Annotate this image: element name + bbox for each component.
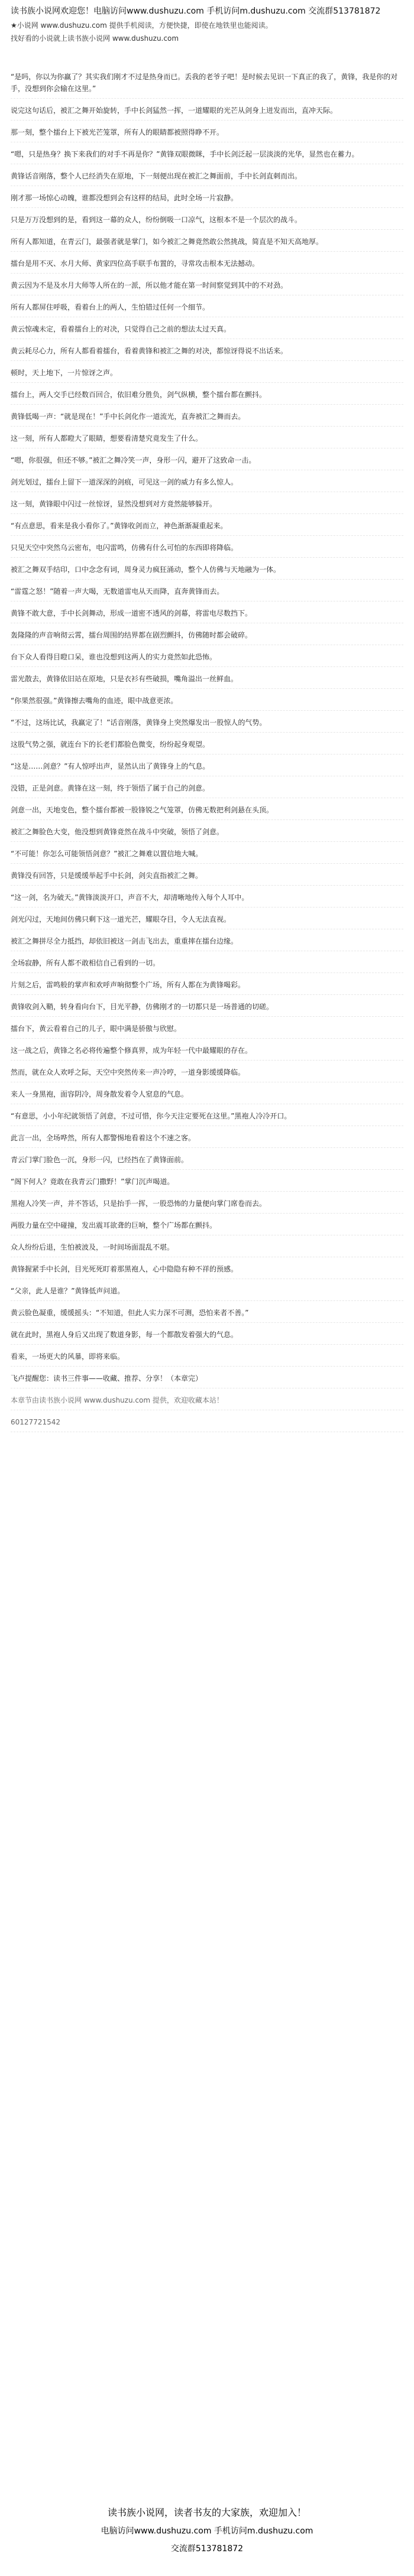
paragraph: 黄云因为不是及水月大师等人所在的一派，所以他才能在第一时间察觉到其中的不对劲。 (11, 279, 403, 295)
paragraph: 两股力量在空中碰撞，发出震耳欲聋的巨响，整个广场都在颤抖。 (11, 1219, 403, 1235)
paragraph: 说完这句话后，被汇之舞开始旋转，手中长剑猛然一挥，一道耀眼的光芒从剑身上迸发而出，直冲天际。 (11, 105, 403, 121)
paragraph: 擂台上，两人交手已经数百回合，依旧难分胜负，剑气纵横，整个擂台都在颤抖。 (11, 389, 403, 405)
paragraph: “不过，这场比试，我赢定了！”话音刚落，黄锋身上突然爆发出一股惊人的气势。 (11, 717, 403, 733)
paragraph: 只见天空中突然乌云密布，电闪雷鸣，仿佛有什么可怕的东西即将降临。 (11, 542, 403, 558)
paragraph: 剑光划过，擂台上留下一道深深的剑痕，可见这一剑的威力有多么惊人。 (11, 476, 403, 492)
paragraph: 被汇之舞双手结印，口中念念有词，周身灵力疯狂涌动，整个人仿佛与天地融为一体。 (11, 564, 403, 580)
paragraph: 众人纷纷后退，生怕被波及，一时间场面混乱不堪。 (11, 1241, 403, 1257)
paragraph: “阁下何人？竟敢在我青云门撒野！”掌门沉声喝道。 (11, 1176, 403, 1192)
paragraph: “这是……剑意？”有人惊呼出声，显然认出了黄锋身上的气息。 (11, 760, 403, 776)
paragraph: 黄锋没有回答，只是缓缓举起手中长剑，剑尖直指被汇之舞。 (11, 870, 403, 886)
footer-welcome: 读书族小说网，读者书友的大家族，欢迎加入！ (107, 2507, 306, 2518)
paragraph: 轰隆隆的声音响彻云霄，擂台周围的结界都在剧烈颤抖，仿佛随时都会破碎。 (11, 629, 403, 645)
paragraph: 就在此时，黑袍人身后又出现了数道身影，每一个都散发着强大的气息。 (11, 1329, 403, 1345)
paragraph: “有意思，小小年纪就领悟了剑意，不过可惜，你今天注定要死在这里。”黑袍人冷冷开口。 (11, 1110, 403, 1126)
paragraph: “有点意思，看来是我小看你了。”黄锋收剑而立，神色渐渐凝重起来。 (11, 520, 403, 536)
paragraph: “嗯，只是热身？换下来我们的对手不再是你？”黄锋双眼微眯，手中长剑泛起一层淡淡的光华，显然也在蓄力。 (11, 148, 403, 164)
paragraph: 顿时，天上地下，一片惊讶之声。 (11, 367, 403, 383)
paragraph: “是吗，你以为你赢了？其实我们刚才不过是热身而已。丢我的老爷子吧！是时候去见识一下真正的我了，黄锋，我是你的对手，没想到你会输在这里。” (11, 71, 403, 99)
page-footer (0, 2499, 414, 2576)
paragraph: 黄锋低喝一声：“就是现在！”手中长剑化作一道流光，直奔被汇之舞而去。 (11, 411, 403, 427)
paragraph: 擂台下，黄云看着自己的儿子，眼中满是骄傲与欣慰。 (11, 1023, 403, 1039)
paragraph: 这一刻，黄锋眼中闪过一丝惊讶，显然没想到对方竟然能够躲开。 (11, 498, 403, 514)
paragraph: 黄锋话音刚落，整个人已经消失在原地，下一刻便出现在被汇之舞面前，手中长剑直刺而出。 (11, 170, 403, 186)
paragraph: 刚才那一场惊心动魄，谁都没想到会有这样的结局，此时全场一片寂静。 (11, 192, 403, 208)
paragraph: 这一战之后，黄锋之名必将传遍整个修真界，成为年轻一代中最耀眼的存在。 (11, 1045, 403, 1061)
site-welcome-line: 读书族小说网欢迎您！电脑访问www.dushuzu.com 手机访问m.dushuzu.com 交流群513781872 (11, 6, 381, 16)
paragraph: 雷光散去，黄锋依旧站在原地，只是衣衫有些破损，嘴角溢出一丝鲜血。 (11, 673, 403, 689)
paragraph: “不可能！你怎么可能领悟剑意？”被汇之舞难以置信地大喊。 (11, 848, 403, 864)
site-notice-line: ★小说网 www.dushuzu.com 提供手机阅读，方便快捷，即使在地铁里也能阅读。 (11, 21, 273, 30)
paragraph: 没错，正是剑意。黄锋在这一刻，终于领悟了属于自己的剑意。 (11, 782, 403, 798)
paragraph: “你果然很强。”黄锋擦去嘴角的血迹，眼中战意更浓。 (11, 695, 403, 711)
paragraph: 所有人都屏住呼吸，看着台上的两人，生怕错过任何一个细节。 (11, 301, 403, 317)
paragraph: 片刻之后，雷鸣般的掌声和欢呼声响彻整个广场，所有人都在为黄锋喝彩。 (11, 979, 403, 995)
paragraph: 黄锋不敢大意，手中长剑舞动，形成一道密不透风的剑幕，将雷电尽数挡下。 (11, 607, 403, 623)
paragraph: 这股气势之强，就连台下的长老们都脸色微变，纷纷起身观望。 (11, 739, 403, 754)
paragraph: 全场寂静，所有人都不敢相信自己看到的一切。 (11, 957, 403, 973)
footer-urls: 电脑访问www.dushuzu.com 手机访问m.dushuzu.com (101, 2526, 313, 2536)
paragraph: “父亲，此人是谁？”黄锋低声问道。 (11, 1285, 403, 1301)
chapter-end-code: 60127721542 (11, 1416, 403, 1432)
paragraph: “嗯，你很强，但还不够。”被汇之舞冷笑一声，身形一闪，避开了这致命一击。 (11, 454, 403, 470)
paragraph: 只是万万没想到的是，看到这一幕的众人，纷纷倒吸一口凉气，这根本不是一个层次的战斗。 (11, 214, 403, 230)
paragraph: 剑光闪过，天地间仿佛只剩下这一道光芒，耀眼夺目，令人无法直视。 (11, 913, 403, 929)
paragraph: 台下众人看得目瞪口呆，谁也没想到这两人的实力竟然如此恐怖。 (11, 651, 403, 667)
paragraph: 飞卢提醒您：读书三件事——收藏、推荐、分享！（本章完） (11, 1372, 403, 1388)
paragraph: 这一刻，所有人都瞪大了眼睛，想要看清楚究竟发生了什么。 (11, 432, 403, 448)
paragraph: 黄锋收剑入鞘，转身看向台下，目光平静，仿佛刚才的一切都只是一场普通的切磋。 (11, 1001, 403, 1017)
paragraph: “这一剑，名为破天。”黄锋淡淡开口，声音不大，却清晰地传入每个人耳中。 (11, 892, 403, 908)
paragraph: 然而，就在众人欢呼之际，天空中突然传来一声冷哼，一道身影缓缓降临。 (11, 1066, 403, 1082)
paragraph: 被汇之舞脸色大变，他没想到黄锋竟然在战斗中突破，领悟了剑意。 (11, 826, 403, 842)
paragraph: 黄锋握紧手中长剑，目光死死盯着那黑袍人，心中隐隐有种不祥的预感。 (11, 1263, 403, 1279)
paragraph: 被汇之舞拼尽全力抵挡，却依旧被这一剑击飞出去，重重摔在擂台边缘。 (11, 935, 403, 951)
chapter-content (11, 71, 403, 1438)
paragraph: 来人一身黑袍，面容阴冷，周身散发着令人窒息的气息。 (11, 1088, 403, 1104)
paragraph: 看来，一场更大的风暴，即将来临。 (11, 1351, 403, 1367)
paragraph: 那一刻，整个擂台上下被光芒笼罩，所有人的眼睛都被照得睁不开。 (11, 126, 403, 142)
site-sub-line: 找好看的小说就上读书族小说网 www.dushuzu.com (11, 34, 179, 43)
paragraph: 所有人都知道，在青云门，最强者就是掌门，如今被汇之舞竟然敢公然挑战，简直是不知天高地厚。 (11, 236, 403, 252)
paragraph: 黄云脸色凝重，缓缓摇头：“不知道，但此人实力深不可测，恐怕来者不善。” (11, 1307, 403, 1323)
paragraph: 擂台是用不灭、水月大师、黄家四位高手联手布置的，寻常攻击根本无法撼动。 (11, 258, 403, 274)
footer-group: 交流群513781872 (170, 2544, 244, 2554)
paragraph: 青云门掌门脸色一沉，身形一闪，已经挡在了黄锋面前。 (11, 1154, 403, 1170)
paragraph: 黄云惊魂未定，看着擂台上的对决，只觉得自己之前的想法太过天真。 (11, 323, 403, 339)
paragraph: “雷霆之怒！”随着一声大喝，无数道雷电从天而降，直奔黄锋而去。 (11, 586, 403, 601)
paragraph: 剑意一出，天地变色，整个擂台都被一股锋锐之气笼罩，仿佛无数把利剑悬在头顶。 (11, 804, 403, 820)
page-header (0, 0, 414, 65)
paragraph: 黑袍人冷笑一声，并不答话，只是抬手一挥，一股恐怖的力量便向掌门席卷而去。 (11, 1198, 403, 1214)
paragraph: 黄云耗尽心力，所有人都看着擂台，看着黄锋和被汇之舞的对决，都惊讶得说不出话来。 (11, 345, 403, 361)
paragraph: 此言一出，全场哗然，所有人都警惕地看着这个不速之客。 (11, 1132, 403, 1148)
chapter-end-note: 本章节由读书族小说网 www.dushuzu.com 提供，欢迎收藏本站！ (11, 1394, 403, 1410)
